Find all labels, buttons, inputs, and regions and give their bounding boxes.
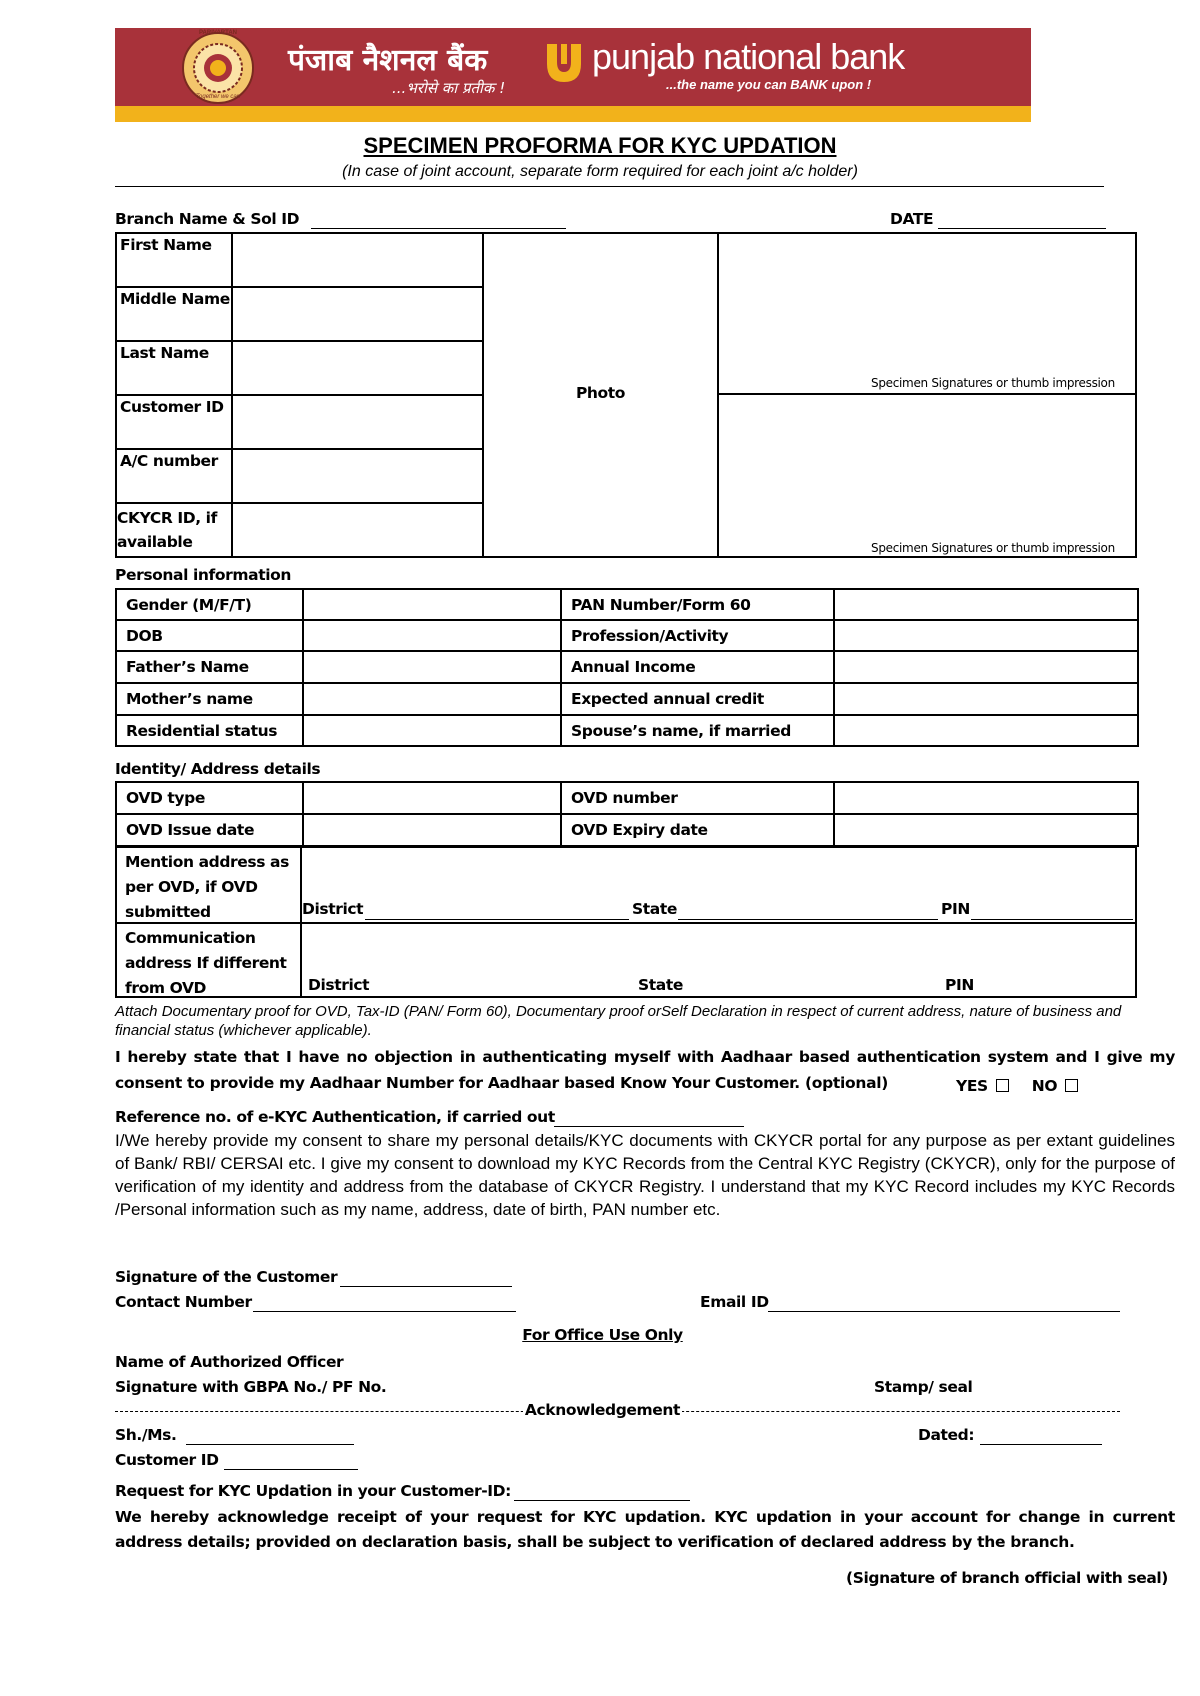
yes-checkbox-icon[interactable] xyxy=(996,1079,1009,1092)
mother-name-label: Mother’s name xyxy=(116,683,303,715)
middle-name-label: Middle Name xyxy=(120,290,230,308)
branch-input-line[interactable] xyxy=(311,228,566,229)
kyc-acknowledgement-text: We hereby acknowledge receipt of your request for KYC updation. KYC updation in your account for change in current address details; provided on declaration basis, shall be subject to verification of declared address by the branch. xyxy=(115,1508,1175,1551)
first-name-label: First Name xyxy=(120,236,212,254)
pan-input[interactable] xyxy=(834,589,1138,620)
table-row xyxy=(116,715,1138,746)
aadhaar-yes-option[interactable] xyxy=(953,1077,1078,1095)
ovd-district-label: District xyxy=(302,900,364,918)
ovd-expiry-label: OVD Expiry date xyxy=(561,814,834,846)
signature-box-2[interactable] xyxy=(717,393,1137,558)
table-row xyxy=(116,651,1138,683)
profession-input[interactable] xyxy=(834,620,1138,651)
name-id-table xyxy=(115,232,484,558)
comm-district-label: District xyxy=(308,976,370,994)
father-name-input[interactable] xyxy=(303,651,561,683)
shms-label: Sh./Ms. xyxy=(115,1426,177,1444)
photo-label: Photo xyxy=(575,384,626,402)
comm-address-label: Communication address If different from OVD xyxy=(125,929,287,997)
ovd-issue-label: OVD Issue date xyxy=(116,814,303,846)
residential-status-label: Residential status xyxy=(116,715,303,746)
comm-state-label: State xyxy=(638,976,683,994)
table-row xyxy=(116,589,1138,620)
dob-input[interactable] xyxy=(303,620,561,651)
date-input-line[interactable] xyxy=(938,228,1106,229)
ovd-state-line[interactable] xyxy=(678,919,938,920)
table-row xyxy=(116,814,1138,846)
table-row xyxy=(116,620,1138,651)
aadhaar-consent-text: I hereby state that I have no objection in authenticating myself with Aadhaar based authentication system and I give my consent to provide my Aadhaar Number for Aadhaar based Know Your Customer. (optional) xyxy=(115,1048,1175,1092)
dob-label: DOB xyxy=(116,620,303,651)
profession-label: Profession/Activity xyxy=(561,620,834,651)
kyc-request-label: Request for KYC Updation in your Customer-ID: xyxy=(115,1482,511,1500)
residential-status-input[interactable] xyxy=(303,715,561,746)
annual-income-input[interactable] xyxy=(834,651,1138,683)
first-name-input[interactable] xyxy=(233,234,482,286)
spouse-name-input[interactable] xyxy=(834,715,1138,746)
customer-signature-label: Signature of the Customer xyxy=(115,1268,338,1286)
stamp-label: Stamp/ seal xyxy=(874,1378,973,1396)
tagline-english: ...the name you can BANK upon ! xyxy=(666,77,872,92)
annual-credit-label: Expected annual credit xyxy=(561,683,834,715)
identity-table xyxy=(115,781,1139,847)
acknowledgement-label: Acknowledgement xyxy=(524,1401,681,1419)
authorized-officer-label: Name of Authorized Officer xyxy=(115,1353,344,1371)
personal-info-table xyxy=(115,588,1139,747)
ovd-pin-line[interactable] xyxy=(971,919,1133,920)
customer-id-label: Customer ID xyxy=(120,398,224,416)
branch-official-signature: (Signature of branch official with seal) xyxy=(846,1569,1168,1587)
no-checkbox-icon[interactable] xyxy=(1065,1079,1078,1092)
officer-signature-label: Signature with GBPA No./ PF No. xyxy=(115,1378,387,1396)
email-line[interactable] xyxy=(768,1311,1120,1312)
bank-name-hindi: पंजाब नैशनल बैंक xyxy=(288,43,488,78)
annual-credit-input[interactable] xyxy=(834,683,1138,715)
ac-number-label: A/C number xyxy=(120,452,218,470)
ckycr-consent-text: I/We hereby provide my consent to share my personal details/KYC documents with CKYCR portal for any purpose as per extant guidelines of Bank/ RBI/ CERSAI etc. I give my consent to download my KYC Records from the Central KYC Registry (CKYCR), only for the purpose of verification of my identity and address from the database of CKYCR Registry. I understand that my KYC Record includes my KYC Records /Personal information such as my name, address, date of birth, PAN number etc. xyxy=(115,1131,1175,1219)
dated-label: Dated: xyxy=(918,1426,975,1444)
logo-motto: Together we can xyxy=(195,94,241,100)
acknowledgement-heading xyxy=(0,1401,1200,1419)
yes-label: YES xyxy=(956,1077,988,1095)
ovd-expiry-input[interactable] xyxy=(834,814,1138,846)
bank-name-english: punjab national bank xyxy=(592,36,905,77)
ack-customer-id-label: Customer ID xyxy=(115,1451,219,1469)
middle-name-input[interactable] xyxy=(233,288,482,340)
ekyc-reference-line[interactable] xyxy=(554,1126,744,1127)
ovd-type-input[interactable] xyxy=(303,782,561,814)
father-name-label: Father’s Name xyxy=(116,651,303,683)
ovd-number-label: OVD number xyxy=(561,782,834,814)
last-name-label: Last Name xyxy=(120,344,209,362)
pan-label: PAN Number/Form 60 xyxy=(561,589,834,620)
ovd-issue-input[interactable] xyxy=(303,814,561,846)
contact-number-line[interactable] xyxy=(253,1311,516,1312)
last-name-input[interactable] xyxy=(233,342,482,394)
comm-address-input[interactable] xyxy=(303,924,1135,996)
identity-heading: Identity/ Address details xyxy=(115,760,321,778)
kyc-request-line[interactable] xyxy=(514,1500,690,1501)
table-row xyxy=(116,683,1138,715)
office-use-heading: For Office Use Only xyxy=(522,1326,683,1344)
table-row xyxy=(116,782,1138,814)
ovd-address-input[interactable] xyxy=(303,848,1135,922)
comm-pin-label: PIN xyxy=(945,976,974,994)
ekyc-reference-label: Reference no. of e-KYC Authentication, if carried out xyxy=(115,1108,555,1126)
signature-box-1[interactable] xyxy=(717,232,1137,395)
form-subtitle: (In case of joint account, separate form required for each joint a/c holder) xyxy=(342,163,858,180)
signature-caption-2: Specimen Signatures or thumb impression xyxy=(871,541,1115,555)
ovd-pin-label: PIN xyxy=(941,900,970,918)
ckycr-id-label: CKYCR ID, if available xyxy=(117,509,217,551)
pnb-emblem-icon xyxy=(543,40,585,86)
ovd-type-label: OVD type xyxy=(116,782,303,814)
tagline-hindi: ...भरोसे का प्रतीक ! xyxy=(392,79,506,97)
title-rule xyxy=(115,186,1104,187)
customer-id-input[interactable] xyxy=(233,396,482,448)
ac-number-input[interactable] xyxy=(233,450,482,502)
customer-signature-line[interactable] xyxy=(340,1286,512,1287)
logo-ring-text: PARIVARTAN xyxy=(199,30,237,36)
attach-proof-note: Attach Documentary proof for OVD, Tax-ID (PAN/ Form 60), Documentary proof orSelf Declaration in respect of current address, nature of business and financial status (whichever applicable). xyxy=(115,1003,1122,1039)
ovd-district-line[interactable] xyxy=(365,919,629,920)
gender-input[interactable] xyxy=(303,589,561,620)
personal-info-heading: Personal information xyxy=(115,566,291,584)
gender-label: Gender (M/F/T) xyxy=(116,589,303,620)
form-title: SPECIMEN PROFORMA FOR KYC UPDATION xyxy=(363,133,837,158)
branch-label: Branch Name & Sol ID xyxy=(115,210,300,228)
ovd-state-label: State xyxy=(632,900,677,918)
dated-line[interactable] xyxy=(980,1444,1102,1445)
no-label: NO xyxy=(1031,1077,1058,1095)
banner-stripe xyxy=(115,106,1031,122)
ack-customer-id-line[interactable] xyxy=(224,1469,358,1470)
date-label: DATE xyxy=(890,210,934,228)
ckycr-id-input[interactable] xyxy=(233,504,482,556)
ovd-address-label: Mention address as per OVD, if OVD submitted xyxy=(125,853,289,921)
shms-line[interactable] xyxy=(186,1444,354,1445)
signature-caption-1: Specimen Signatures or thumb impression xyxy=(871,376,1115,390)
mother-name-input[interactable] xyxy=(303,683,561,715)
ovd-number-input[interactable] xyxy=(834,782,1138,814)
email-label: Email ID xyxy=(700,1293,769,1311)
contact-number-label: Contact Number xyxy=(115,1293,252,1311)
spouse-name-label: Spouse’s name, if married xyxy=(561,715,834,746)
annual-income-label: Annual Income xyxy=(561,651,834,683)
